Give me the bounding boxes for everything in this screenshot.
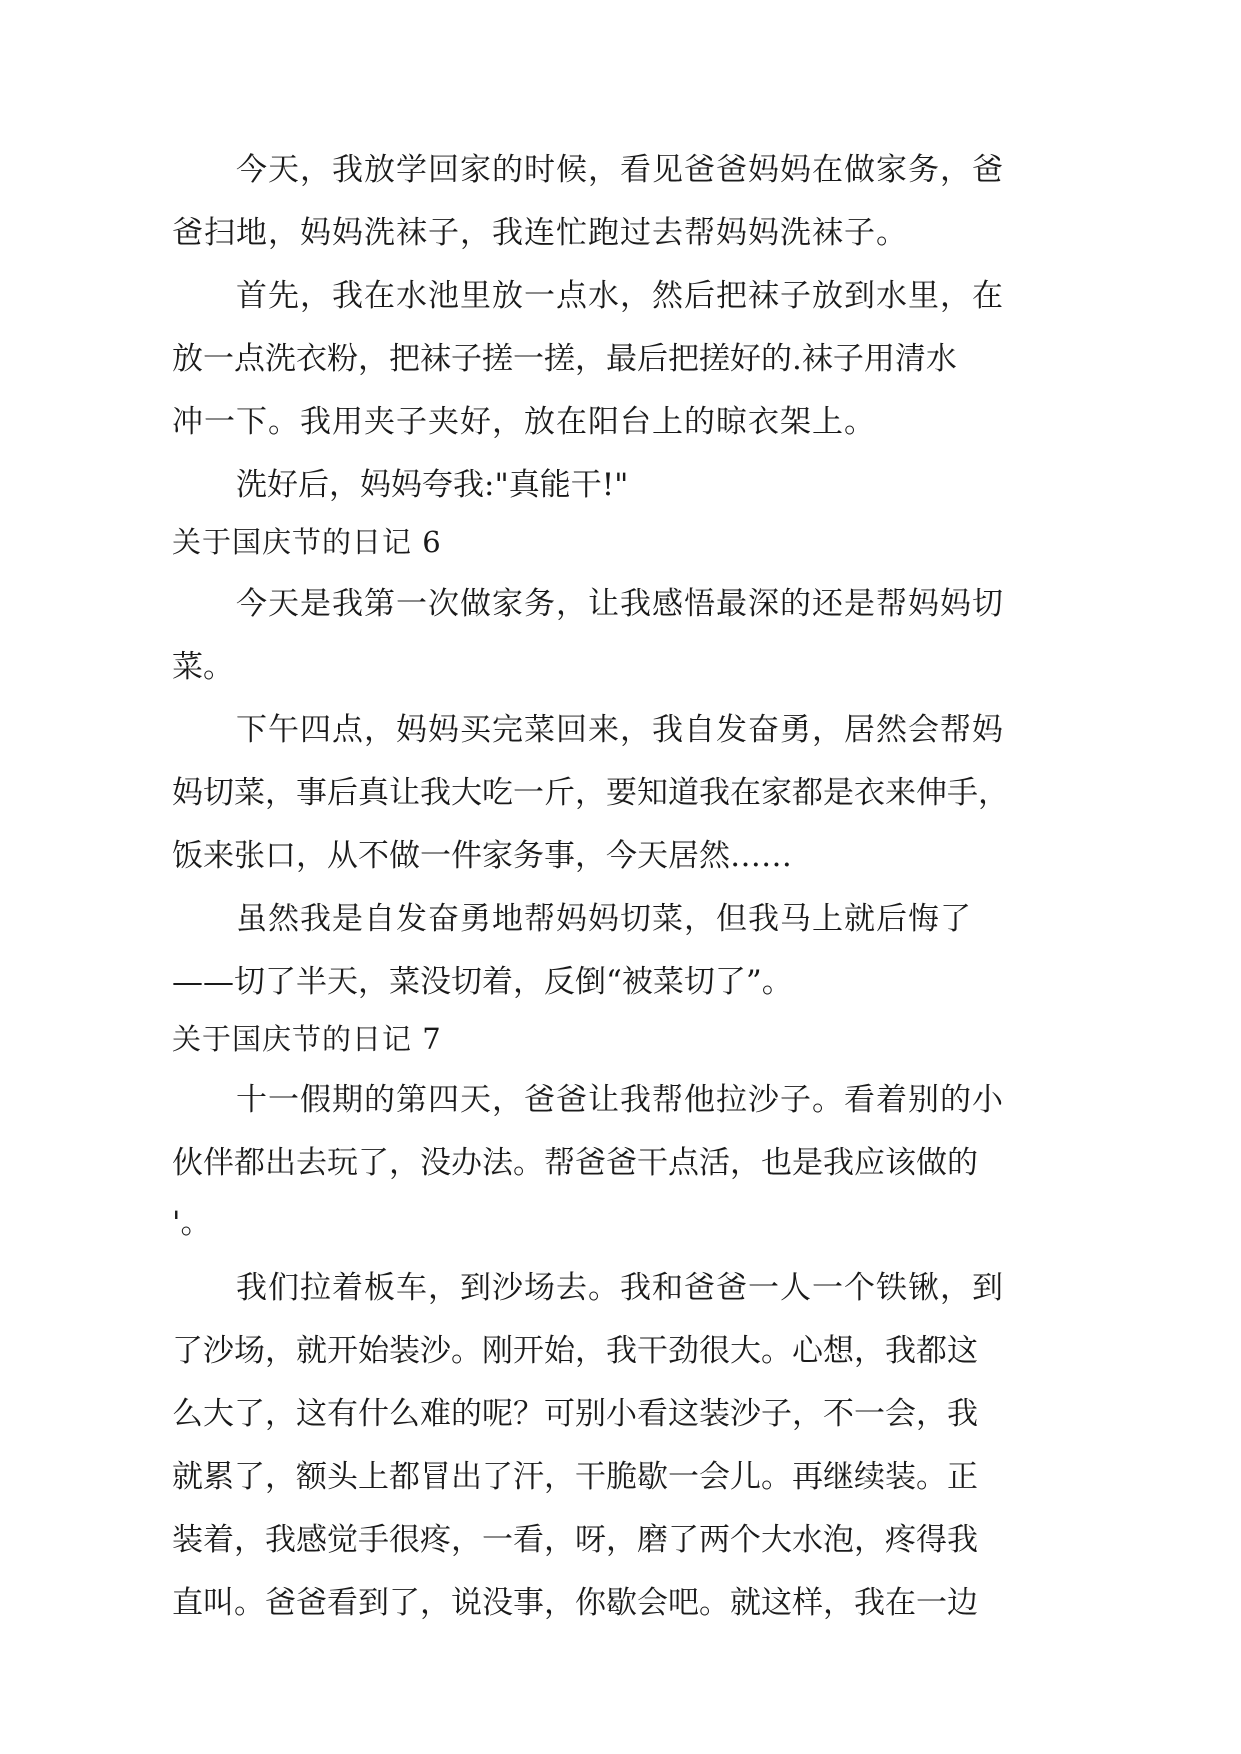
section-heading: 关于国庆节的日记 6 (172, 525, 442, 559)
paragraph-line: 妈切菜，事后真让我大吃一斤，要知道我在家都是衣来伸手， (172, 775, 1009, 811)
paragraph-line: 伙伴都出去玩了，没办法。帮爸爸干点活，也是我应该做的 (172, 1145, 978, 1181)
section-heading: 关于国庆节的日记 7 (172, 1022, 442, 1056)
paragraph-line: 洗好后，妈妈夸我:"真能干!" (236, 467, 629, 503)
paragraph-line: 十一假期的第四天，爸爸让我帮他拉沙子。看着别的小 (236, 1082, 1004, 1118)
paragraph-line: 饭来张口，从不做一件家务事，今天居然…… (172, 838, 792, 874)
paragraph-line: 虽然我是自发奋勇地帮妈妈切菜，但我马上就后悔了 (236, 901, 972, 937)
paragraph-line: '。 (172, 1205, 212, 1241)
paragraph-line: 我们拉着板车，到沙场去。我和爸爸一人一个铁锹，到 (236, 1270, 1004, 1306)
paragraph-line: 首先，我在水池里放一点水，然后把袜子放到水里，在 (236, 278, 1004, 314)
paragraph-line: 爸扫地，妈妈洗袜子，我连忙跑过去帮妈妈洗袜子。 (172, 215, 908, 251)
paragraph-line: 装着，我感觉手很疼，一看，呀，磨了两个大水泡，疼得我 (172, 1522, 978, 1558)
paragraph-line: 就累了，额头上都冒出了汗，干脆歇一会儿。再继续装。正 (172, 1459, 978, 1495)
paragraph-line: 直叫。爸爸看到了，说没事，你歇会吧。就这样，我在一边 (172, 1585, 978, 1621)
paragraph-line: ——切了半天，菜没切着，反倒“被菜切了”。 (172, 964, 793, 1000)
paragraph-line: 冲一下。我用夹子夹好，放在阳台上的晾衣架上。 (172, 404, 876, 440)
paragraph-line: 下午四点，妈妈买完菜回来，我自发奋勇，居然会帮妈 (236, 712, 1004, 748)
paragraph-line: 了沙场，就开始装沙。刚开始，我干劲很大。心想，我都这 (172, 1333, 978, 1369)
paragraph-line: 么大了，这有什么难的呢？可别小看这装沙子，不一会，我 (172, 1396, 978, 1432)
paragraph-line: 菜。 (172, 649, 234, 685)
paragraph-line: 放一点洗衣粉，把袜子搓一搓，最后把搓好的.袜子用清水 (172, 341, 957, 377)
paragraph-line: 今天是我第一次做家务，让我感悟最深的还是帮妈妈切 (236, 586, 1004, 622)
paragraph-line: 今天，我放学回家的时候，看见爸爸妈妈在做家务，爸 (236, 152, 1004, 188)
